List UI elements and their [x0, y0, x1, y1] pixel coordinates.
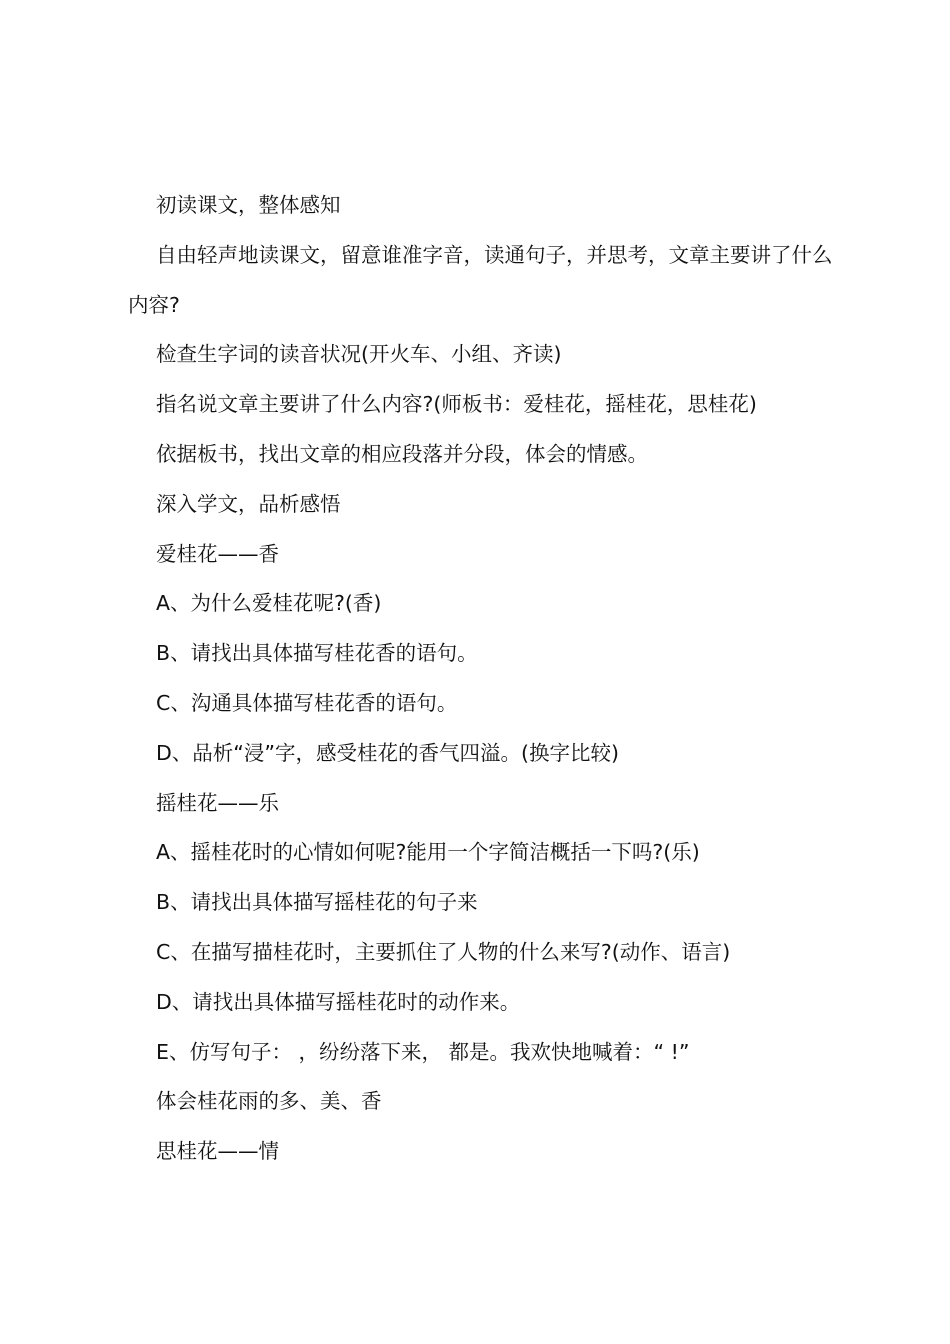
- list-item: B、请找出具体描写桂花香的语句。: [156, 641, 478, 666]
- list-item: A、摇桂花时的心情如何呢?能用一个字简洁概括一下吗?(乐): [156, 840, 700, 865]
- paragraph-segment-text: 依据板书，找出文章的相应段落并分段，体会的情感。: [156, 441, 648, 466]
- section-miss-osmanthus: 思桂花——情: [156, 1139, 279, 1164]
- list-item: E、仿写句子： ，纷纷落下来， 都是。我欢快地喊着：“ !”: [156, 1039, 690, 1064]
- list-item: C、在描写描桂花时，主要抓住了人物的什么来写?(动作、语言): [156, 939, 731, 964]
- paragraph-check-pronunciation: 检查生字词的读音状况(开火车、小组、齐读): [156, 342, 562, 367]
- paragraph-read-aloud: 自由轻声地读课文，留意谁准字音，读通句子，并思考，文章主要讲了什么内容?: [128, 242, 833, 317]
- list-item: D、品析“浸”字，感受桂花的香气四溢。(换字比较): [156, 740, 620, 765]
- list-item: A、为什么爱桂花呢?(香): [156, 591, 382, 616]
- document-body: [128, 181, 834, 1177]
- list-item: B、请找出具体描写摇桂花的句子来: [156, 890, 478, 915]
- paragraph-experience-rain: 体会桂花雨的多、美、香: [156, 1089, 382, 1114]
- heading-first-reading: 初读课文，整体感知: [156, 193, 341, 217]
- heading-deep-study: 深入学文，品析感悟: [156, 491, 341, 516]
- list-item: D、请找出具体描写摇桂花时的动作来。: [156, 989, 521, 1014]
- paragraph-main-content: 指名说文章主要讲了什么内容?(师板书：爱桂花，摇桂花，思桂花): [156, 392, 757, 417]
- list-item: C、沟通具体描写桂花香的语句。: [156, 690, 458, 715]
- section-love-osmanthus: 爱桂花——香: [156, 541, 279, 566]
- section-shake-osmanthus: 摇桂花——乐: [156, 790, 279, 815]
